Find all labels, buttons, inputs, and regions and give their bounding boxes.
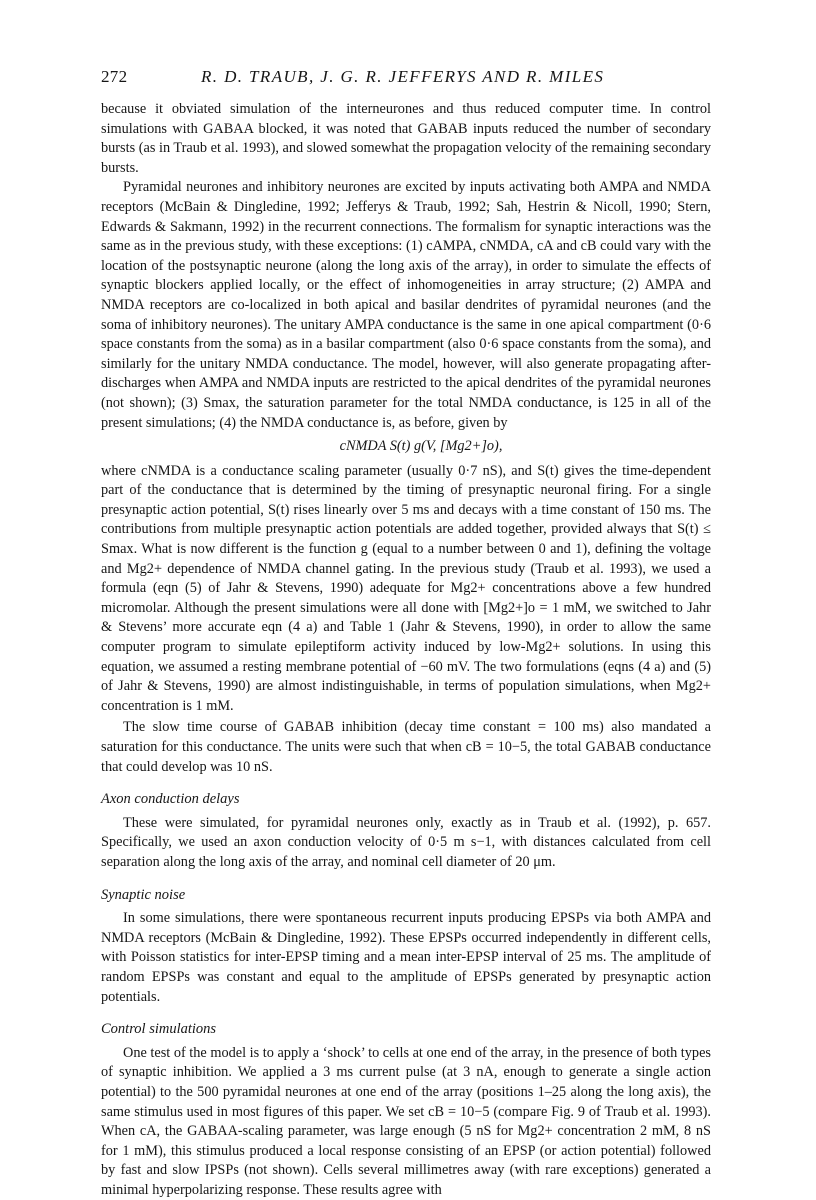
section-heading-noise: Synaptic noise: [101, 886, 186, 903]
section-heading-control: Control simulations: [101, 1021, 217, 1038]
paragraph: where cNMDA is a conductance scaling parameter (usually 0·7 nS), and S(t) gives the time-dependent part of the conductance that is determined by the timing of presynaptic neuronal firing. For a single presynaptic action potential, S(t) rises linearly over 5 ms and decays with a time constant of 150 ms. The contributions from multiple presynaptic action potentials are added together, provided always that S(t) ≤ Smax. What is now different is the function g (equal to a number between 0 and 1), defining the voltage and Mg2+ dependence of NMDA channel gating. In the previous study (Traub et al. 1993), we used a formula (eqn (5) of Jahr & Stevens, 1990) adequate for Mg2+ concentrations above a few hundred micromolar. Although the present simulations were all done with [Mg2+]o = 1 mM, we switched to Jahr & Stevens’ more accurate eqn (4 a) and Table 1 (Jahr & Stevens, 1990), in order to allow the same computer program to simulate epileptiform activity induced by low-Mg2+ solutions. In using this equation, we assumed a resting membrane potential of −60 mV. The two formulations (eqns (4 a) and (5) of Jahr & Stevens, 1990) are almost indistinguishable, in terms of population simulations, when Mg2+ concentration is 1 mM.: [101, 462, 711, 714]
equation: cNMDA S(t) g(V, [Mg2+]o),: [339, 438, 503, 455]
article-body: [101, 100, 711, 1200]
paragraph: One test of the model is to apply a ‘shock’ to cells at one end of the array, in the presence of both types of synaptic inhibition. We applied a 3 ms current pulse (at 3 nA, enough to generate a single action potential) to the 500 pyramidal neurones at one end of the array (positions 1–25 along the long axis), the same stimulus used in most figures of this paper. We set cB = 10−5 (compare Fig. 9 of Traub et al. 1993). When cA, the GABAA-scaling parameter, was large enough (5 nS for Mg2+ concentration 2 mM, 8 nS for 1 mM), this stimulus produced a local response consisting of an EPSP (or action potential) followed by fast and slow IPSPs (not shown). Cells several millimetres away (with rare exceptions) generated a minimal hyperpolarizing response. These results agree with: [101, 1044, 711, 1198]
page-number: 272: [101, 67, 128, 86]
paragraph: The slow time course of GABAB inhibition (decay time constant = 100 ms) also mandated a saturation for this conductance. The units were such that when cB = 10−5, the total GABAB conductance that could develop was 10 nS.: [101, 719, 711, 775]
paragraph: In some simulations, there were spontaneous recurrent inputs producing EPSPs via both AMPA and NMDA receptors (McBain & Dingledine, 1992). These EPSPs occurred independently in different cells, with Poisson statistics for inter-EPSP timing and a mean inter-EPSP interval of 25 ms. The amplitude of random EPSPs was constant and equal to the amplitude of EPSPs generated by presynaptic action potentials.: [101, 910, 711, 1005]
paragraph: because it obviated simulation of the interneurones and thus reduced computer time. In control simulations with GABAA blocked, it was noted that GABAB inputs reduced the number of secondary bursts (as in Traub et al. 1993), and slowed somewhat the propagation velocity of the remaining secondary bursts.: [101, 101, 711, 176]
section-heading-axon: Axon conduction delays: [101, 791, 240, 808]
paragraph: These were simulated, for pyramidal neurones only, exactly as in Traub et al. (1992), p. 657. Specifically, we used an axon conduction velocity of 0·5 m s−1, with distances calculated from cell separation along the long axis of the array, and nominal cell diameter of 20 μm.: [101, 814, 711, 870]
paragraph: Pyramidal neurones and inhibitory neurones are excited by inputs activating both AMPA and NMDA receptors (McBain & Dingledine, 1992; Jefferys & Traub, 1992; Sah, Hestrin & Nicoll, 1990; Stern, Edwards & Sakmann, 1992) in the recurrent connections. The formalism for synaptic interactions was the same as in the previous study, with these exceptions: (1) cAMPA, cNMDA, cA and cB could vary with the location of the postsynaptic neurone (along the long axis of the array), in order to simulate the effects of synaptic blockers applied locally, or the effect of inhomogeneities in array structure; (2) AMPA and NMDA receptors are co-localized in both apical and basilar dendrites of pyramidal neurones (and the soma of inhibitory neurones). The unitary AMPA conductance is the same in one apical compartment (0·6 space constants from the soma) as in a basilar compartment (also 0·6 space constants from the soma), and similarly for the unitary NMDA conductance. The model, however, will also generate propagating after-discharges when AMPA and NMDA inputs are restricted to the apical dendrites of the pyramidal neurones (not shown); (3) Smax, the saturation parameter for the total NMDA conductance, is 125 in all of the present simulations; (4) the NMDA conductance is, as before, given by: [101, 179, 711, 431]
running-head: R. D. TRAUB, J. G. R. JEFFERYS AND R. MILES: [201, 67, 605, 86]
